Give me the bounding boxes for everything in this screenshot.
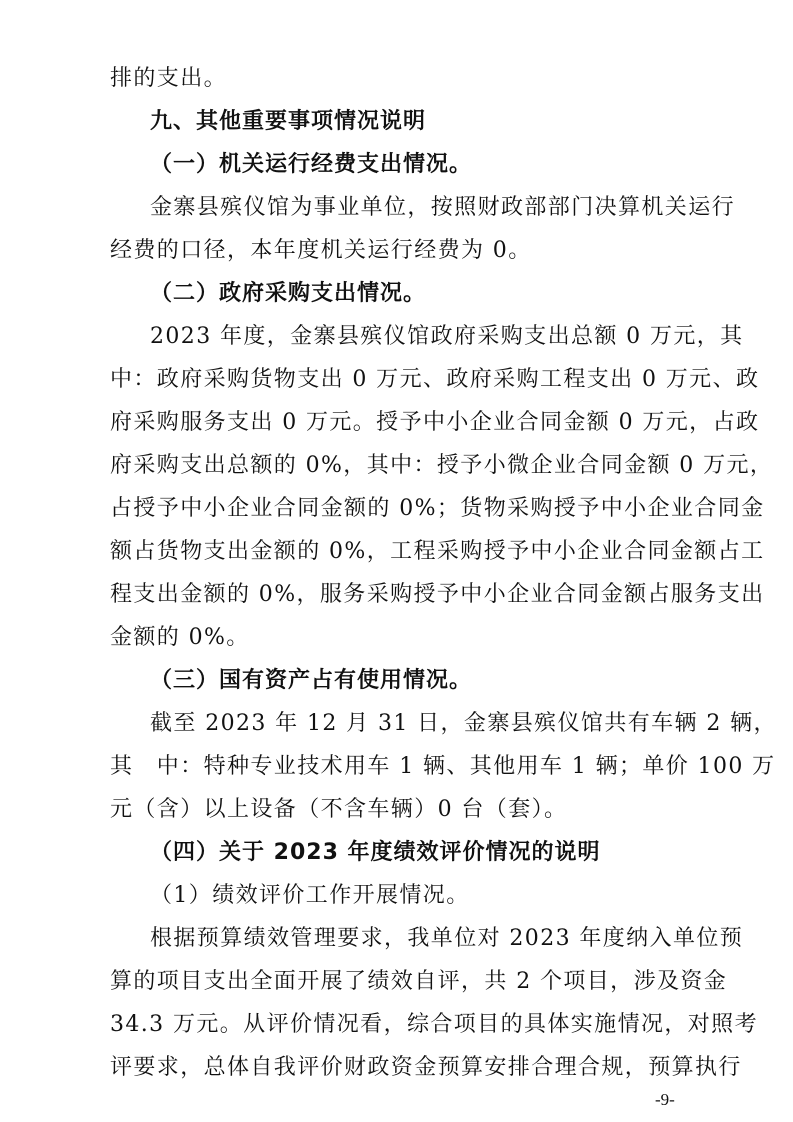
text-line: 经费的口径，本年度机关运行经费为 0。	[110, 238, 532, 263]
text-line: 额占货物支出金额的 0%，工程采购授予中小企业合同金额占工	[110, 539, 765, 564]
text-line: 评要求，总体自我评价财政资金预算安排合理合规，预算执行	[110, 1055, 742, 1080]
text-line: （1）绩效评价工作开展情况。	[150, 883, 470, 908]
text-line: 截至 2023 年 12 月 31 日，金寨县殡仪馆共有车辆 2 辆，	[150, 711, 777, 736]
text-line: 程支出金额的 0%，服务采购授予中小企业合同金额占服务支出	[110, 582, 765, 607]
text-line: 府采购支出总额的 0%，其中：授予小微企业合同金额 0 万元，	[110, 453, 774, 478]
text-line: 元（含）以上设备（不含车辆）0 台（套）。	[110, 797, 568, 822]
text-line: 34.3 万元。从评价情况看，综合项目的具体实施情况，对照考	[110, 1012, 758, 1037]
text-line: 金额的 0%。	[110, 625, 250, 650]
section-heading: 九、其他重要事项情况说明	[150, 109, 427, 134]
text-line: 算的项目支出全面开展了绩效自评，共 2 个项目，涉及资金	[110, 969, 728, 994]
subsection-heading: （四）关于 2023 年度绩效评价情况的说明	[150, 840, 601, 865]
text-line: 中：政府采购货物支出 0 万元、政府采购工程支出 0 万元、政	[110, 367, 760, 392]
text-line: 排的支出。	[110, 66, 228, 91]
text-line: 府采购服务支出 0 万元。授予中小企业合同金额 0 万元，占政	[110, 410, 760, 435]
subsection-heading: （二）政府采购支出情况。	[150, 281, 427, 306]
text-line: 占授予中小企业合同金额的 0%；货物采购授予中小企业合同金	[110, 496, 765, 521]
text-line: 2023 年度，金寨县殡仪馆政府采购支出总额 0 万元，其	[150, 324, 744, 349]
subsection-heading: （三）国有资产占有使用情况。	[150, 668, 473, 693]
text-line: 其 中：特种专业技术用车 1 辆、其他用车 1 辆；单价 100 万	[110, 754, 776, 779]
page-number: -9-	[655, 1090, 675, 1109]
subsection-heading: （一）机关运行经费支出情况。	[150, 152, 473, 177]
text-line: 金寨县殡仪馆为事业单位，按照财政部部门决算机关运行	[150, 195, 736, 220]
text-line: 根据预算绩效管理要求，我单位对 2023 年度纳入单位预	[150, 926, 744, 951]
